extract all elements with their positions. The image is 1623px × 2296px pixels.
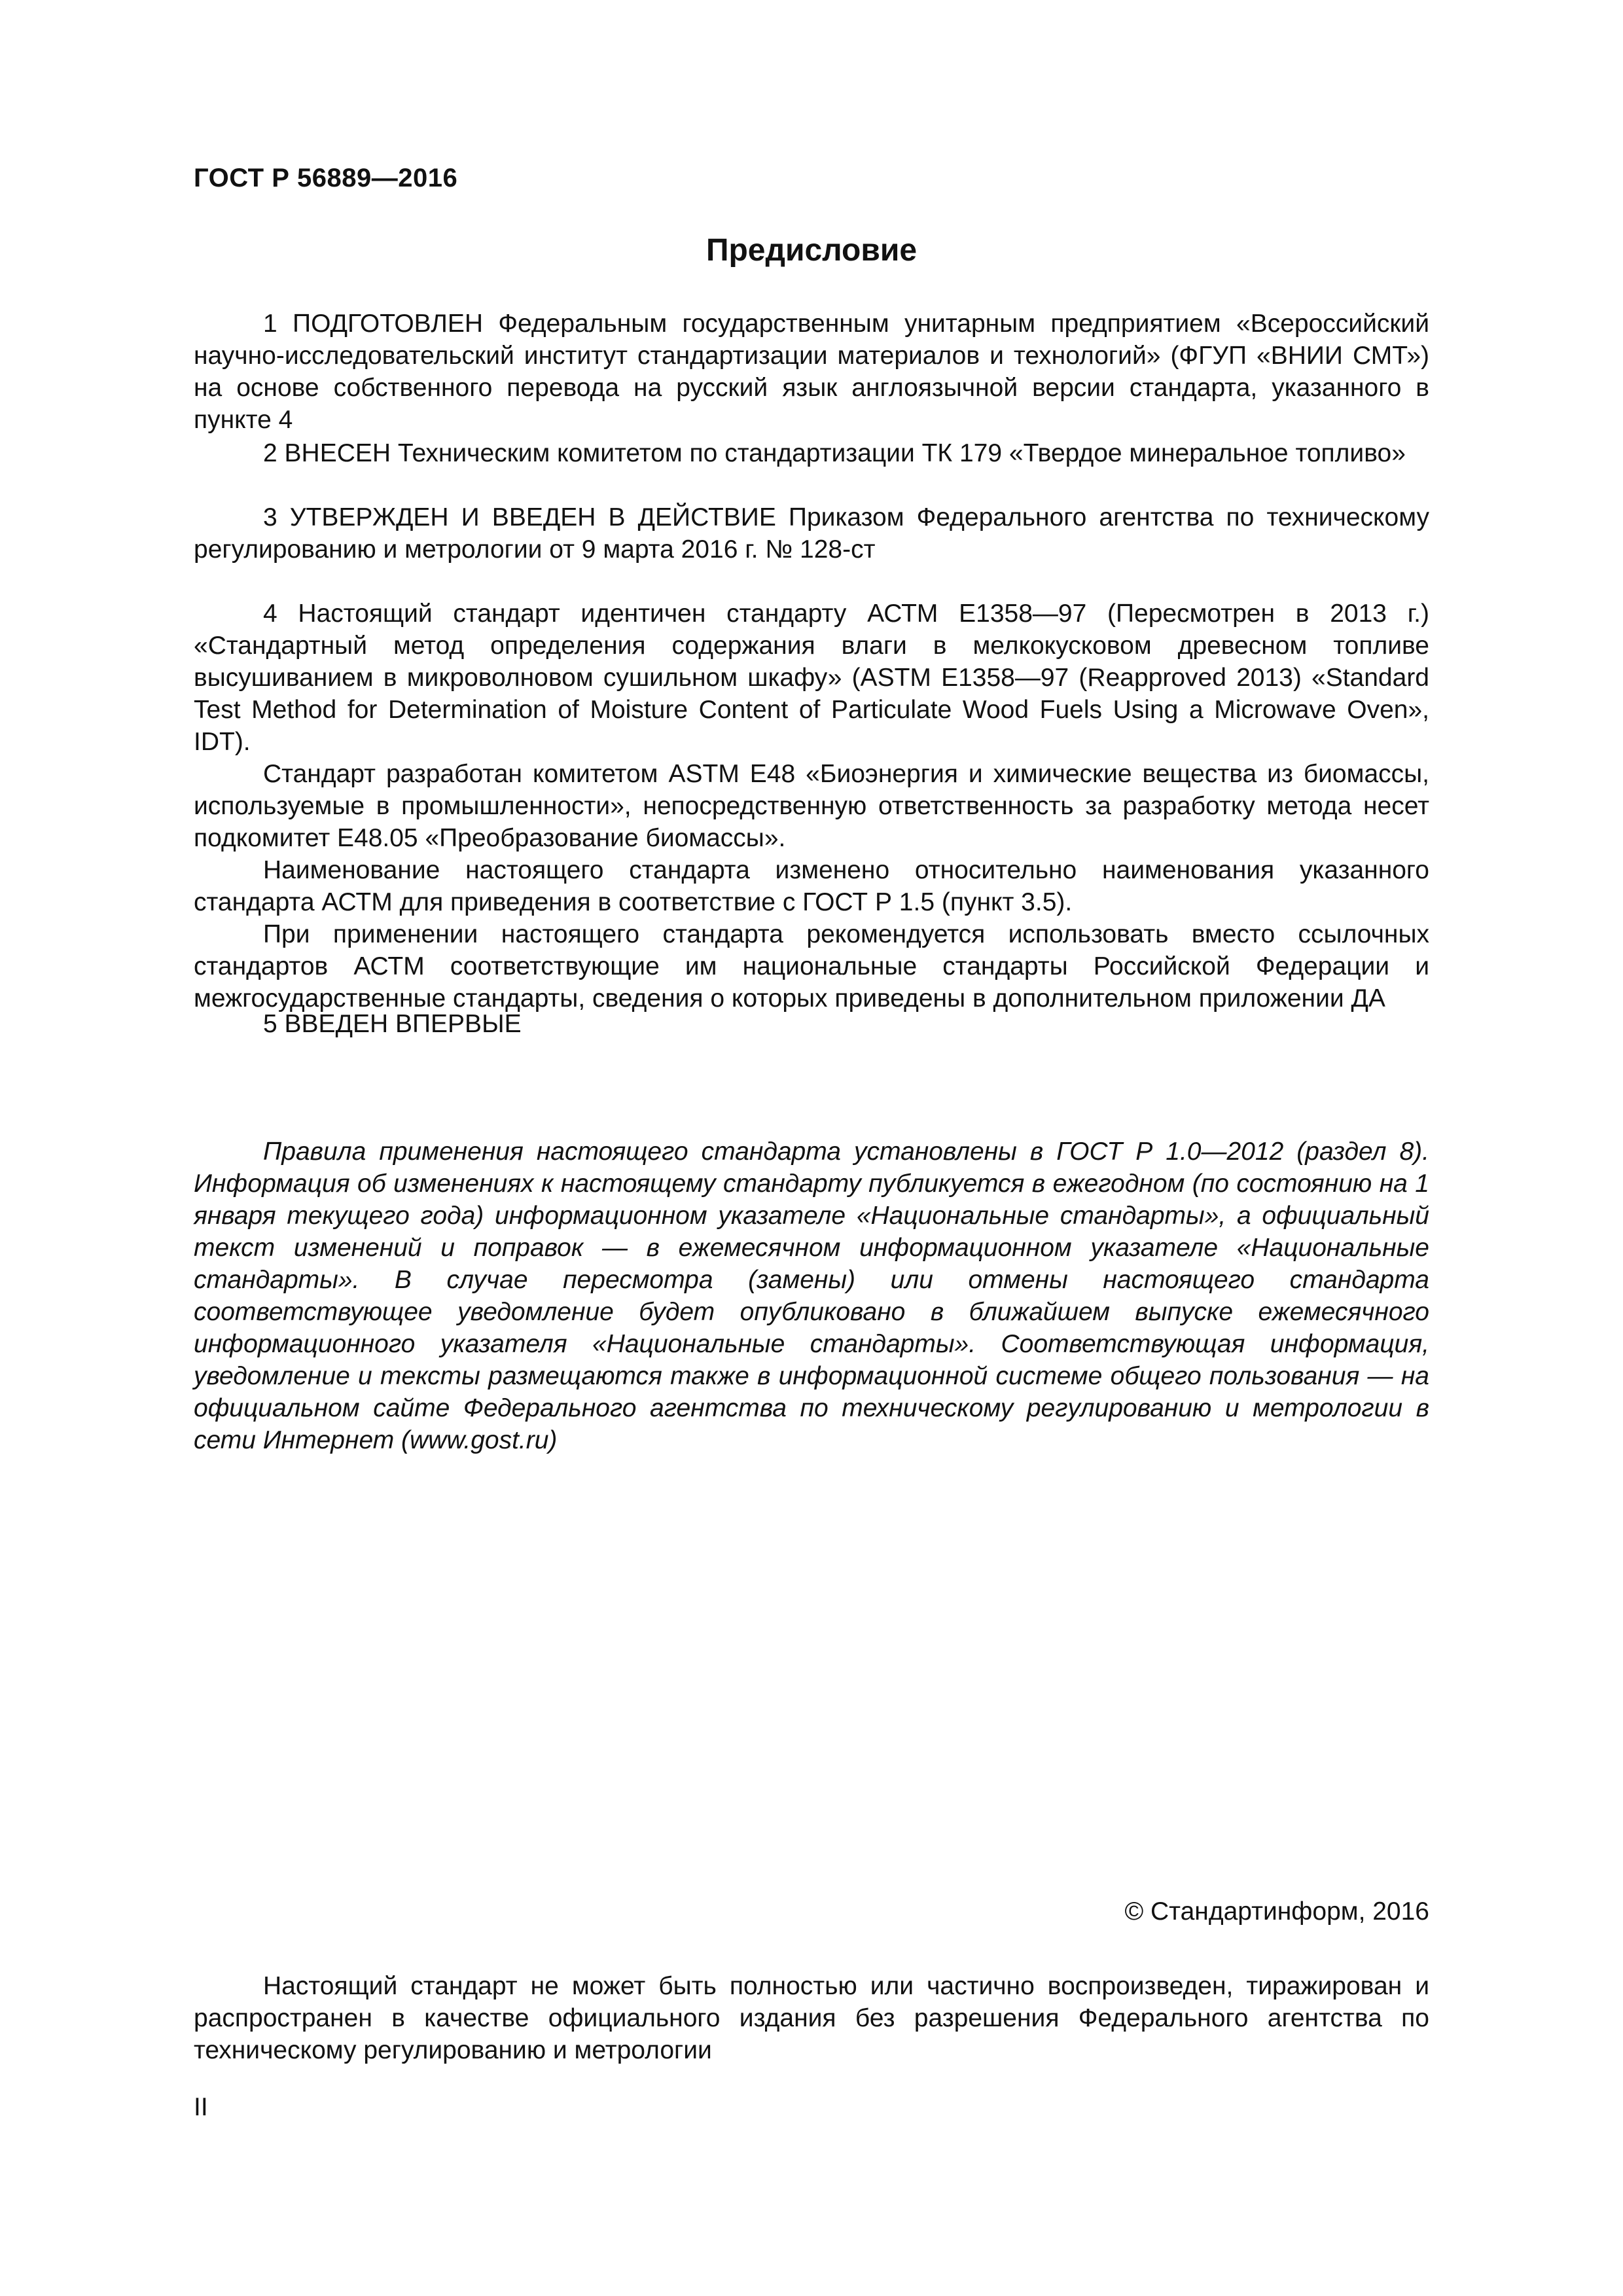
page-number: II (194, 2093, 208, 2121)
document-code: ГОСТ Р 56889—2016 (194, 164, 458, 192)
preface-item-4-application: При применении настоящего стандарта рекомендуется использовать вместо ссылочных стандартов АСТМ соответствующие им национальные стандарты Российской Федерации и межгосударственные стандарты, сведения о которых приведены в дополнительном приложении ДА (194, 920, 1429, 1013)
copyright: © Стандартинформ, 2016 (1124, 1897, 1429, 1926)
preface-item-1-block (194, 308, 1429, 436)
preface-item-4: 4 Настоящий стандарт идентичен стандарту АСТМ Е1358—97 (Пересмотрен в 2013 г.) «Стандартный метод определения содержания влаги в мелкокусковом древесном топливе высушиванием в микроволновом сушильном шкафу» (ASTM E1358—97 (Reapproved 2013) «Standard Test Method for Determination of Moisture Content of Particulate Wood Fuels Using a Microwave Oven», IDT). (194, 600, 1429, 756)
preface-item-4-committee: Стандарт разработан комитетом ASTM Е48 «Биоэнергия и химические вещества из биомассы, используемые в промышленности», непосредственную ответственность за разработку метода несет подкомитет Е48.05 «Преобразование биомассы». (194, 760, 1429, 852)
preface-item-4-name-change: Наименование настоящего стандарта изменено относительно наименования указанного стандарта АСТМ для приведения в соответствие с ГОСТ Р 1.5 (пункт 3.5). (194, 856, 1429, 916)
preface-item-3: 3 УТВЕРЖДЕН И ВВЕДЕН В ДЕЙСТВИЕ Приказом Федерального агентства по техническому регулированию и метрологии от 9 марта 2016 г. № 128-ст (194, 503, 1429, 564)
reproduction-notice: Настоящий стандарт не может быть полностью или частично воспроизведен, тиражирован и распространен в качестве официального издания без разрешения Федерального агентства по техническому регулированию и метрологии (194, 1972, 1429, 2064)
preface-item-2-block (194, 437, 1429, 469)
preface-item-3-block (194, 501, 1429, 565)
page-title: Предисловие (705, 233, 918, 268)
preface-item-1: 1 ПОДГОТОВЛЕН Федеральным государственным унитарным предприятием «Всероссийский научно-исследовательский институт стандартизации материалов и технологий» (ФГУП «ВНИИ СМТ») на основе собственного перевода на русский язык англоязычной версии стандарта, указанного в пункте 4 (194, 310, 1429, 434)
preface-item-5-block (194, 1008, 1429, 1040)
rules-note: Правила применения настоящего стандарта установлены в ГОСТ Р 1.0—2012 (раздел 8). Информация об изменениях к настоящему стандарту публикуется в ежегодном (по состоянию на 1 января текущего года) информационном указателе «Национальные стандарты», а официальный текст изменений и поправок — в ежемесячном информационном указателе «Национальные стандарты». В случае пересмотра (замены) или отмены настоящего стандарта соответствующее уведомление будет опубликовано в ближайшем выпуске ежемесячного информационного указателя «Национальные стандарты». Соответствующая информация, уведомление и тексты размещаются также в информационной системе общего пользования — на официальном сайте Федерального агентства по техническому регулированию и метрологии в сети Интернет (www.gost.ru) (194, 1138, 1429, 1454)
preface-item-4-block (194, 598, 1429, 1014)
preface-item-2: 2 ВНЕСЕН Техническим комитетом по стандартизации ТК 179 «Твердое минеральное топливо» (263, 439, 1406, 467)
preface-item-5: 5 ВВЕДЕН ВПЕРВЫЕ (263, 1010, 522, 1038)
